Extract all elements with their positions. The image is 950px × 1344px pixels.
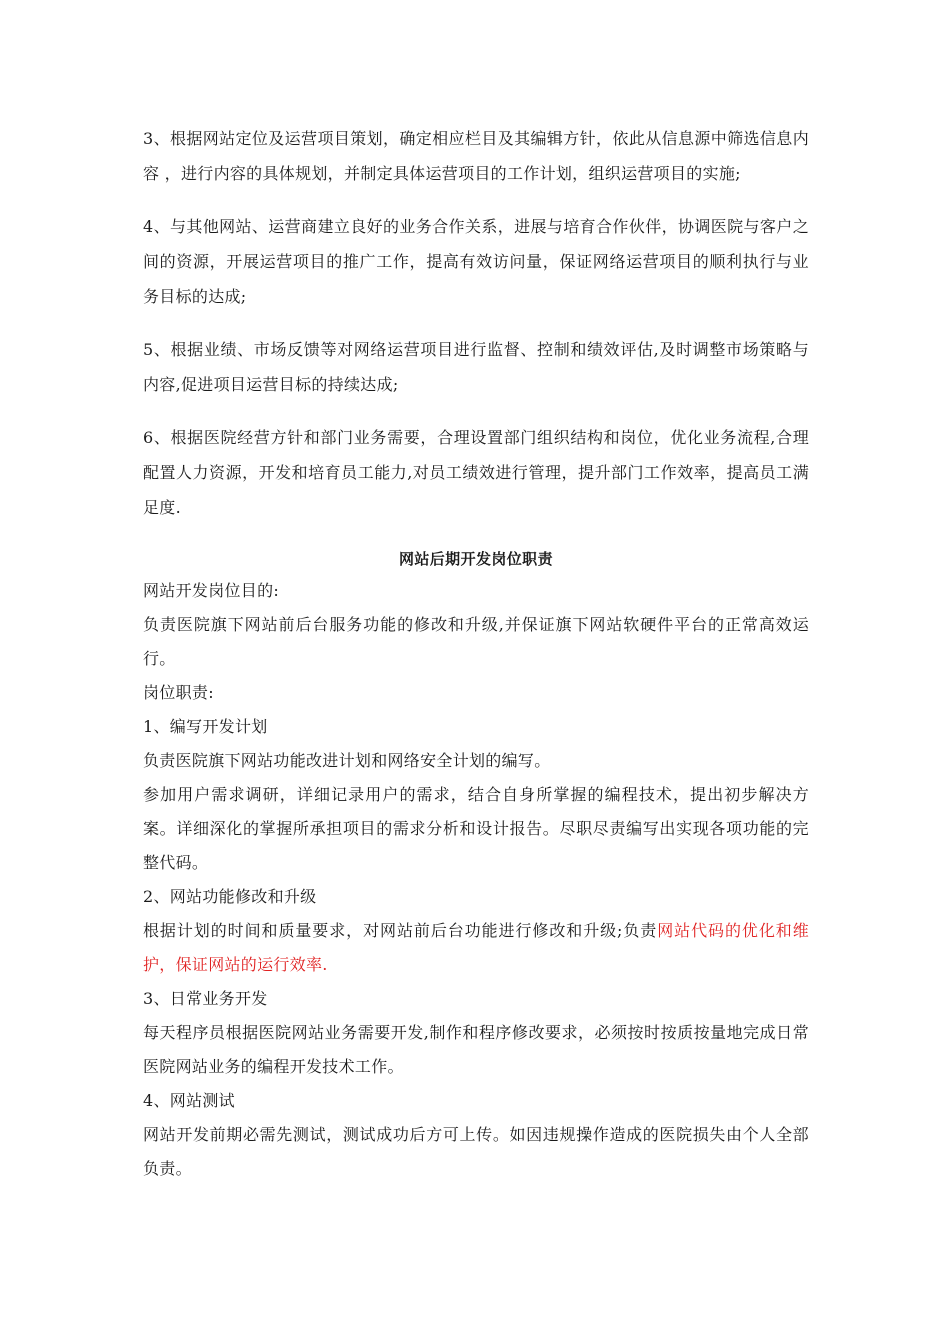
purpose-text: 负责医院旗下网站前后台服务功能的修改和升级,并保证旗下网站软硬件平台的正常高效运行。 (143, 615, 809, 668)
duty2-text-normal: 根据计划的时间和质量要求，对网站前后台功能进行修改和升级;负责 (143, 921, 658, 940)
paragraph-3: 3、根据网站定位及运营项目策划，确定相应栏目及其编辑方针，依此从信息源中筛选信息内容 ，进行内容的具体规划，并制定具体运营项目的工作计划，组织运营项目的实施; (143, 129, 809, 183)
duty4-heading: 4、网站测试 (143, 1091, 235, 1110)
paragraph-6: 6、根据医院经营方针和部门业务需要，合理设置部门组织结构和岗位，优化业务流程,合理配置人力资源，开发和培育员工能力,对员工绩效进行管理，提升部门工作效率，提高员工满足度. (143, 428, 809, 517)
duty2-text (143, 914, 809, 982)
duty3-text: 每天程序员根据医院网站业务需要开发,制作和程序修改要求，必须按时按质按量地完成日常医院网站业务的编程开发技术工作。 (143, 1023, 809, 1076)
purpose-label: 网站开发岗位目的: (143, 581, 280, 600)
duty1-line1: 负责医院旗下网站功能改进计划和网络安全计划的编写。 (143, 751, 551, 770)
paragraph-5: 5、根据业绩、市场反馈等对网络运营项目进行监督、控制和绩效评估,及时调整市场策略与内容,促进项目运营目标的持续达成; (143, 340, 809, 394)
duty2-text-highlight: 网站代码的优化和维护，保证网站的运行效率. (143, 921, 809, 974)
section-title: 网站后期开发岗位职责 (398, 550, 553, 568)
duty1-heading: 1、编写开发计划 (143, 717, 268, 736)
duty2-heading: 2、网站功能修改和升级 (143, 887, 317, 906)
duty1-line2: 参加用户需求调研，详细记录用户的需求，结合自身所掌握的编程技术，提出初步解决方案。详细深化的掌握所承担项目的需求分析和设计报告。尽职尽责编写出实现各项功能的完整代码。 (143, 785, 809, 872)
paragraph-4: 4、与其他网站、运营商建立良好的业务合作关系，进展与培育合作伙伴，协调医院与客户之间的资源，开展运营项目的推广工作，提高有效访问量，保证网络运营项目的顺利执行与业务目标的达成; (143, 217, 809, 306)
duty3-heading: 3、日常业务开发 (143, 989, 268, 1008)
document-page (143, 121, 809, 1186)
duties-label: 岗位职责: (143, 683, 214, 702)
duty4-text: 网站开发前期必需先测试，测试成功后方可上传。如因违规操作造成的医院损失由个人全部负责。 (143, 1125, 809, 1178)
